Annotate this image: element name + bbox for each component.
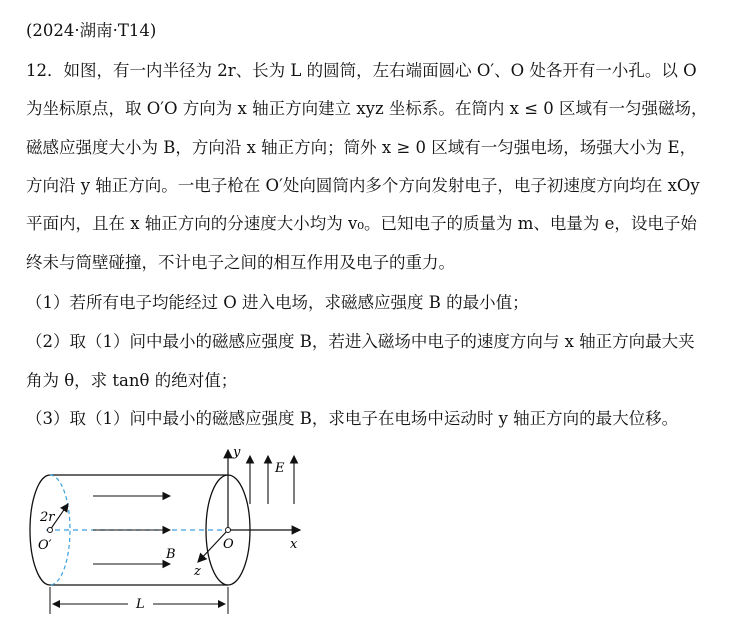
label-x: x bbox=[290, 537, 298, 552]
label-o-prime: O′ bbox=[38, 538, 52, 553]
label-y: y bbox=[233, 445, 241, 460]
label-b: B bbox=[166, 547, 176, 562]
problem-line-6: 终未与筒壁碰撞，不计电子之间的相互作用及电子的重力。 bbox=[26, 253, 455, 272]
label-z: z bbox=[194, 564, 201, 579]
question-2-line-1: （2）取（1）问中最小的磁感应强度 B，若进入磁场中电子的速度方向与 x 轴正方向最大夹 bbox=[26, 332, 695, 351]
question-3: （3）取（1）问中最小的磁感应强度 B，求电子在电场中运动时 y 轴正方向的最大位移。 bbox=[26, 409, 679, 428]
problem-line-5: 平面内，且在 x 轴正方向的分速度大小均为 v₀。已知电子的质量为 m、电量为 e，设电子始 bbox=[26, 214, 697, 233]
hole-o-prime bbox=[48, 528, 53, 533]
label-e: E bbox=[275, 461, 285, 476]
cylinder-figure bbox=[18, 442, 318, 627]
question-1: （1）若所有电子均能经过 O 进入电场，求磁感应强度 B 的最小值； bbox=[26, 293, 529, 312]
problem-line-1: 12．如图，有一内半径为 2r、长为 L 的圆筒，左右端面圆心 O′、O 处各开有一小孔。以 O bbox=[26, 61, 697, 80]
hole-o bbox=[226, 528, 231, 533]
problem-source: (2024·湖南·T14) bbox=[26, 21, 157, 40]
problem-line-4: 方向沿 y 轴正方向。一电子枪在 O′处向圆筒内多个方向发射电子，电子初速度方向均在 xOy bbox=[26, 176, 700, 195]
problem-line-2: 为坐标原点，取 O′O 方向为 x 轴正方向建立 xyz 坐标系。在筒内 x ≤ 0 区域有一匀强磁场， bbox=[26, 99, 708, 118]
question-2-line-2: 角为 θ，求 tanθ 的绝对值； bbox=[26, 371, 238, 390]
label-l: L bbox=[136, 597, 145, 612]
label-o: O bbox=[223, 537, 234, 552]
label-2r: 2r bbox=[40, 510, 55, 525]
problem-line-3: 磁感应强度大小为 B，方向沿 x 轴正方向；筒外 x ≥ 0 区域有一匀强电场，场强大小为 E， bbox=[26, 138, 697, 157]
